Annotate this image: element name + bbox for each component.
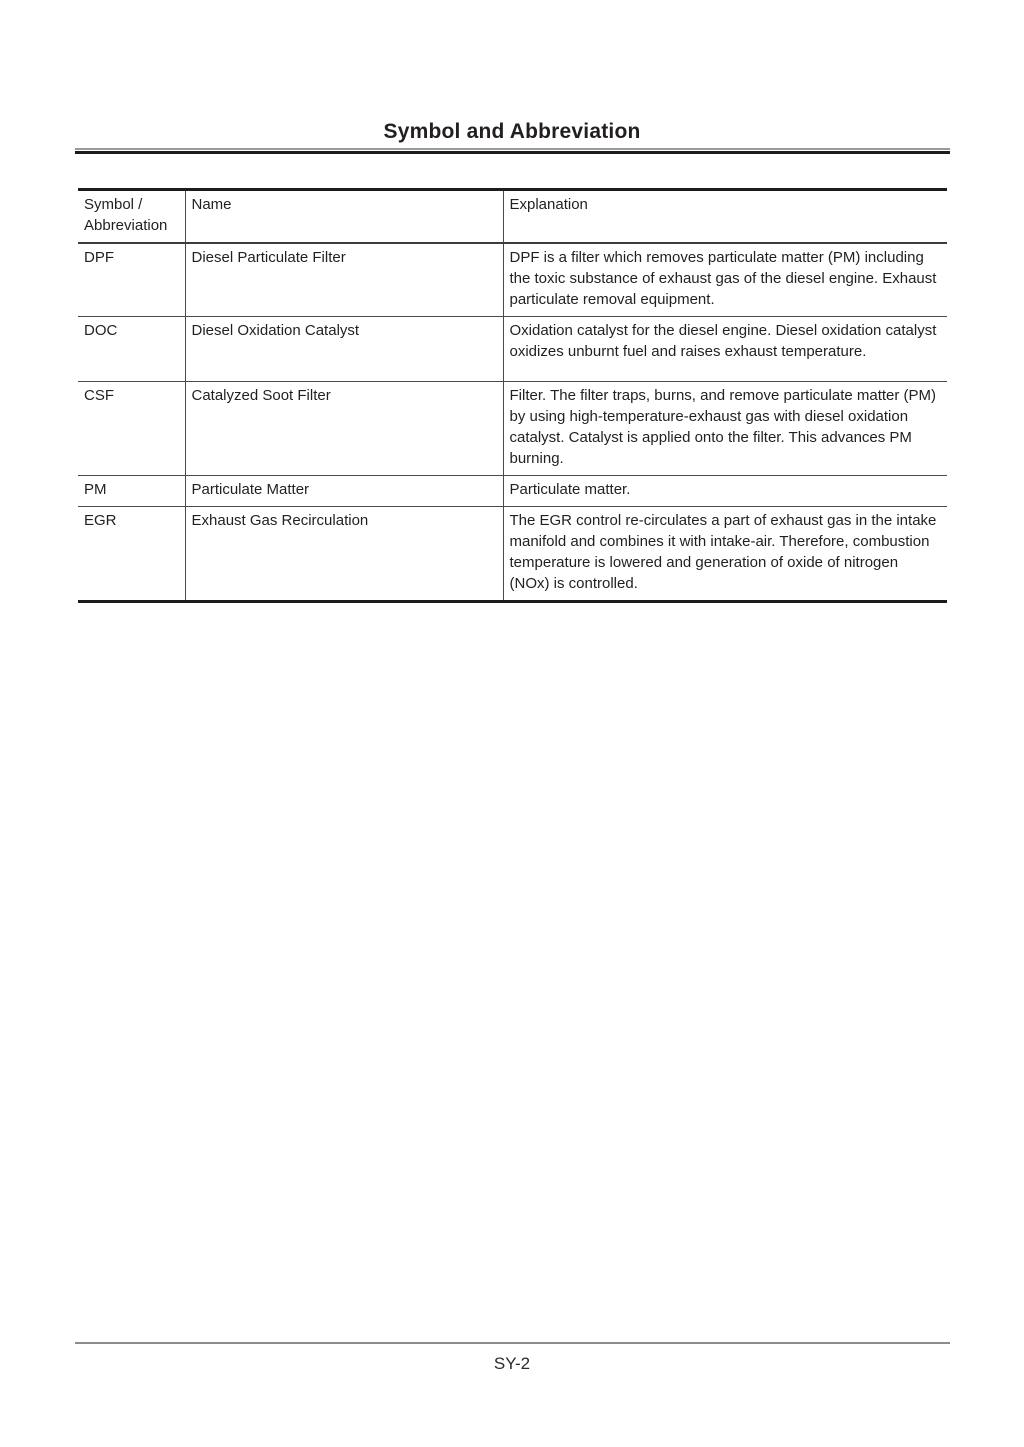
footer-divider <box>75 1342 950 1344</box>
cell-explanation: DPF is a filter which removes particulate matter (PM) including the toxic substance of exhaust gas of the diesel engine. Exhaust particulate removal equipment. <box>503 243 947 317</box>
table-row-pm <box>78 476 947 507</box>
cell-explanation: Filter. The filter traps, burns, and remove particulate matter (PM) by using high-temperature-exhaust gas with diesel oxidation catalyst. Catalyst is applied onto the filter. This advances PM burning. <box>503 382 947 476</box>
table-row-egr <box>78 507 947 602</box>
cell-symbol: CSF <box>78 382 185 476</box>
cell-name: Diesel Particulate Filter <box>185 243 503 317</box>
cell-symbol: EGR <box>78 507 185 602</box>
cell-symbol: DPF <box>78 243 185 317</box>
title-divider-thick-line <box>75 151 950 154</box>
cell-explanation: The EGR control re-circulates a part of exhaust gas in the intake manifold and combines it with intake-air. Therefore, combustion temperature is lowered and generation of oxide of nitrogen (NOx) is controlled. <box>503 507 947 602</box>
cell-name: Particulate Matter <box>185 476 503 507</box>
table-row-csf <box>78 382 947 476</box>
cell-name: Exhaust Gas Recirculation <box>185 507 503 602</box>
column-header-symbol-abbreviation: Symbol / Abbreviation <box>78 190 185 244</box>
cell-explanation: Oxidation catalyst for the diesel engine. Diesel oxidation catalyst oxidizes unburnt fuel and raises exhaust temperature. <box>503 317 947 382</box>
table-row-dpf <box>78 243 947 317</box>
page-number: SY-2 <box>493 1354 531 1373</box>
cell-explanation: Particulate matter. <box>503 476 947 507</box>
table-row-doc <box>78 317 947 382</box>
abbreviation-table <box>78 188 947 603</box>
cell-name: Catalyzed Soot Filter <box>185 382 503 476</box>
page-title: Symbol and Abbreviation <box>383 120 641 143</box>
column-header-explanation: Explanation <box>503 190 947 244</box>
cell-symbol: DOC <box>78 317 185 382</box>
column-header-name: Name <box>185 190 503 244</box>
cell-symbol: PM <box>78 476 185 507</box>
cell-name: Diesel Oxidation Catalyst <box>185 317 503 382</box>
title-divider <box>75 148 950 154</box>
table-header-row <box>78 190 947 244</box>
